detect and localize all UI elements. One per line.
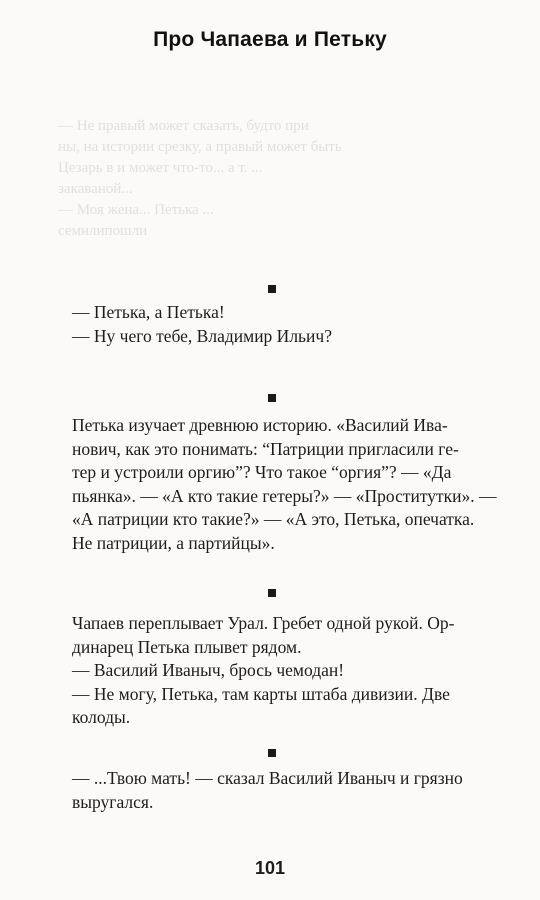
joke-3-line-3: — Василий Иваныч, брось чемодан! xyxy=(72,660,345,680)
joke-4-line-2: выругался. xyxy=(72,791,154,812)
joke-3-line-5: колоды. xyxy=(72,707,131,727)
section-marker-2 xyxy=(268,394,276,402)
joke-3 xyxy=(72,612,504,730)
joke-2-line-5: «А патриции кто такие?» — «А это, Петька, опечатка. xyxy=(72,509,475,529)
section-marker-3 xyxy=(268,589,276,597)
joke-2 xyxy=(72,414,504,555)
joke-3-line-4: — Не могу, Петька, там карты штаба дивизии. Две xyxy=(72,683,450,704)
section-marker-1 xyxy=(268,285,276,293)
joke-2-line-4: пьянка». — «А кто такие гетеры?» — «Проститутки». — xyxy=(72,485,497,506)
joke-1 xyxy=(72,301,504,348)
joke-2-line-3: тер и устроили оргию”? Что такое “оргия”? — «Да xyxy=(72,462,452,482)
joke-4-line-1: — ...Твою мать! — сказал Василий Иваныч и грязно xyxy=(72,768,463,788)
joke-1-line-2: — Ну чего тебе, Владимир Ильич? xyxy=(72,325,332,346)
joke-2-line-2: нович, как это понимать: “Патриции пригласили ге- xyxy=(72,438,459,459)
joke-3-line-2: динарец Петька плывет рядом. xyxy=(72,636,302,657)
joke-4 xyxy=(72,767,504,814)
joke-3-line-1: Чапаев переплывает Урал. Гребет одной рукой. Ор- xyxy=(72,613,455,633)
page-number: 101 xyxy=(254,858,286,878)
bleed-through-text: — Не правый может сказать, будто при ны, на истории срезку, а правый может быть Цезарь в и может что-то... а т. ... закаваной... — Моя жена... Петька ... семилипошли xyxy=(58,118,342,239)
section-marker-4 xyxy=(268,749,276,757)
joke-2-line-6: Не патриции, а партийцы». xyxy=(72,532,275,553)
joke-2-line-1: Петька изучает древнюю историю. «Василий Ива- xyxy=(72,415,448,435)
page-header-title: Про Чапаева и Петьку xyxy=(153,28,387,51)
joke-1-line-1: — Петька, а Петька! xyxy=(72,302,225,322)
